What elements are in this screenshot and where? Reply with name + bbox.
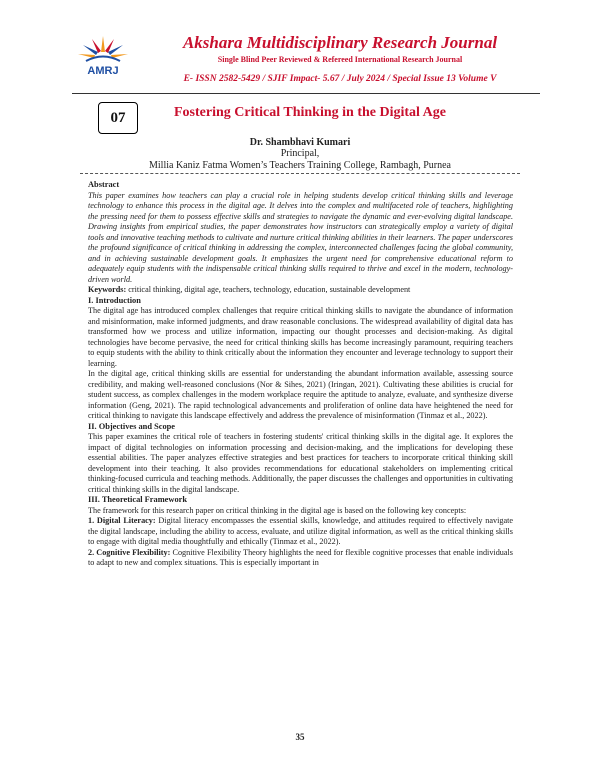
header-divider [72,93,540,94]
framework-heading: III. Theoretical Framework [88,495,188,504]
keywords-text: critical thinking, digital age, teachers, technology, education, sustainable development [126,285,411,294]
journal-title: Akshara Multidisciplinary Research Journal [182,33,498,52]
article-number: 07 [98,102,138,134]
journal-subtitle: Single Blind Peer Reviewed & Refereed International Research Journal [217,55,463,64]
objectives-heading: II. Objectives and Scope [88,421,176,431]
dashed-divider [80,173,520,174]
framework-paragraph: The framework for this research paper on critical thinking in the digital age is based on the following key concepts: [88,505,467,515]
page-number: 35 [295,732,305,742]
logo-text: AMRJ [87,65,119,77]
framework-item-cognitive-flexibility [88,548,513,569]
keywords-label: Keywords: [88,285,127,294]
introduction-paragraph-2: In the digital age, critical thinking skills are essential for understanding the abundant information available, assessing source credibility, and making well-reasoned conclusions (Nor & Sihes, 2021) (Iringan, 2021). Cultivating these abilities is crucial for student success, as complex challenges in the modern workplace require the aptitude to analyze, evaluate, and synthesize diverse information (Geng, 2021). The rapid technological advancements and proliferation of online data have heightened the need for critical thinking to navigate this landscape effectively and address the prevalence of misinformation (Tinmaz et al., 2022). [88,369,513,420]
objectives-paragraph: This paper examines the critical role of teachers in fostering students' critical thinking skills in the digital age. It explores the impact of digital technologies on information processing and decision-making, and the implications for developing these essential abilities. The paper analyzes effective strategies and best practices for teachers to incorporate critical thinking skill development into their teaching. It also provides recommendations for educational stakeholders on implementing critical thinking-focused curricula and teaching methods. Additionally, the paper discusses the challenges and opportunities in cultivating critical thinking skills in the digital landscape. [88,432,513,494]
keywords-line [88,285,513,296]
logo-rays [78,36,128,58]
author-affiliation: Millia Kaniz Fatma Women’s Teachers Training College, Rambagh, Purnea [149,160,451,171]
introduction-paragraph-1: The digital age has introduced complex challenges that require critical thinking skills to navigate the abundance of information and misinformation, make informed judgments, and draw reasonable conclusions. The widespread availability of digital data has transformed how we process and utilize information, impacting our thought processes and decision-making. As digital technologies have become pervasive, the need for critical thinking skills has become increasingly paramount, requiring teachers to equip students with the ability to think critically about the information they encounter and leverage technology to support their learning. [88,306,513,368]
author-name: Dr. Shambhavi Kumari [249,137,351,148]
item-label-digital-literacy: 1. Digital Literacy: [88,516,156,525]
article-body [88,180,513,569]
journal-logo [72,30,134,78]
item-text-cognitive-flexibility: Cognitive Flexibility Theory highlights the need for flexible cognitive processes that enable individuals to adapt to new and complex situations. This is especially important in [88,547,513,567]
item-label-cognitive-flexibility: 2. Cognitive Flexibility: [88,547,171,557]
abstract-heading: Abstract [88,180,120,189]
framework-item-digital-literacy [88,516,513,548]
issn-line: E- ISSN 2582-5429 / SJIF Impact- 5.67 / July 2024 / Special Issue 13 Volume V [183,74,497,84]
introduction-heading: I. Introduction [88,295,141,305]
paper-title: Fostering Critical Thinking in the Digital Age [174,105,446,120]
abstract-text: This paper examines how teachers can play a crucial role in helping students develop critical thinking skills and leverage technology to enhance this process in the digital age. It delves into the complex and multifaceted role of teachers, highlighting the pressing need for them to possess effective skills and strategies to navigate the dynamic and ever-evolving digital landscape. Drawing insights from empirical studies, the paper demonstrates how instructors can strategically employ a variety of digital tools and innovative teaching methods to cultivate and nurture critical thinking abilities in their learners. The paper underscores the profound significance of critical thinking in addressing the complex, interconnected challenges facing the global community, and in achieving sustainable development goals. It emphasizes the urgent need for comprehensive educational reform to adequately equip students with the indispensable critical thinking skills required to thrive and excel in the modern, technology-driven world. [88,190,513,284]
author-role: Principal, [280,148,320,159]
item-text-digital-literacy: Digital literacy encompasses the essential skills, knowledge, and attitudes required to effectively navigate the digital landscape, including the ability to access, evaluate, and utilize digital information, as well as the critical thinking skills to engage with digital media thoughtfully and ethically (Tinmaz et al., 2022). [88,516,514,546]
